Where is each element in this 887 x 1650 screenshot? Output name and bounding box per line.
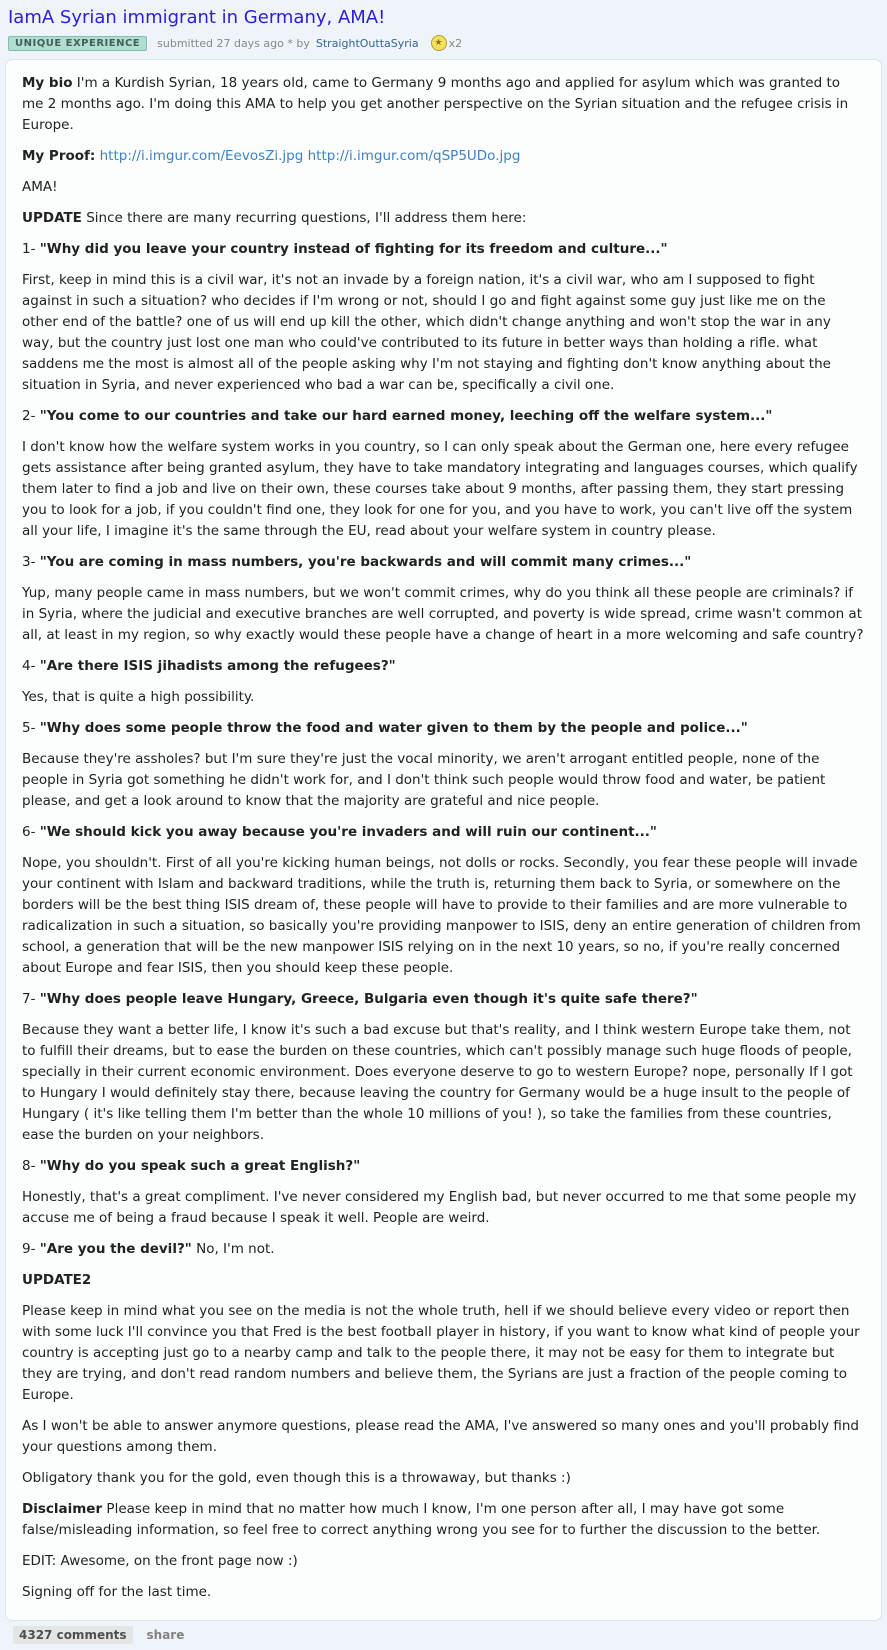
author-link[interactable]: StraightOuttaSyria [315,36,419,50]
update-paragraph [22,208,865,229]
question-1 [22,239,865,260]
gold-count: x2 [448,36,463,50]
question-9 [22,1239,865,1260]
gilded-badge [431,35,463,51]
question-7-number: 7- [22,991,36,1007]
question-4-text: "Are there ISIS jihadists among the refugees?" [39,658,396,674]
proof-paragraph [22,146,865,167]
question-3 [22,552,865,573]
update2-label-paragraph [22,1270,865,1291]
disclaimer-paragraph [22,1499,865,1541]
question-1-text: "Why did you leave your country instead of fighting for its freedom and culture..." [39,241,668,257]
question-8 [22,1156,865,1177]
question-8-number: 8- [22,1158,36,1174]
question-5 [22,718,865,739]
question-2-text: "You come to our countries and take our hard earned money, leeching off the welfare system..." [39,408,773,424]
question-5-number: 5- [22,720,36,736]
closing-paragraph-2: Obligatory thank you for the gold, even though this is a throwaway, but thanks :) [22,1470,571,1486]
disclaimer-label: Disclaimer [22,1501,103,1517]
question-3-text: "You are coming in mass numbers, you're backwards and will commit many crimes..." [39,554,692,570]
answer-6: Nope, you shouldn't. First of all you're kicking human beings, not dolls or rocks. Secondly, you fear these people will invade your continent with Islam and backward traditions, while the truth is, returning them back to Syria, or somewhere on the borders will be the best thing ISIS dream of, these people will have to provide to their families and are more vulnerable to radicalization in such a situation, so basically you're providing manpower to ISIS, deny an entire generation of children from school, a generation that will be the new manpower ISIS relying on in the next 10 years, so no, if you're really concerned about Europe and fear ISIS, then you should keep these people. [22,855,861,976]
update2-label: UPDATE2 [22,1272,92,1288]
answer-9: No, I'm not. [196,1241,275,1257]
proof-link-1[interactable]: http://i.imgur.com/EevosZi.jpg [99,148,304,164]
answer-5: Because they're assholes? but I'm sure they're just the vocal minority, we aren't arrogant entitled people, none of the people in Syria got something he didn't work for, and I don't think such people would throw food and water, be patient please, and get a look around to know that the majority are grateful and nice people. [22,751,826,809]
question-2-number: 2- [22,408,36,424]
question-9-number: 9- [22,1241,36,1257]
share-button[interactable]: share [146,1628,185,1642]
update2-paragraph: Please keep in mind what you see on the media is not the whole truth, hell if we should believe every video or report then with some luck I'll convince you that Fred is the best football player in history, if you want to know what kind of people your country is accepting just go to a nearby camp and talk to the people there, it may not be easy for them to integrate but they are trying, and don't read random numbers and believe them, the Syrians are just a fraction of the people coming to Europe. [22,1303,860,1403]
gold-medal-icon: ★ [431,35,447,51]
question-6 [22,822,865,843]
bio-paragraph [22,73,865,136]
answer-4: Yes, that is quite a high possibility. [22,689,255,705]
proof-link-2[interactable]: http://i.imgur.com/qSP5UDo.jpg [307,148,521,164]
question-8-text: "Why do you speak such a great English?" [39,1158,361,1174]
closing-paragraph-1: As I won't be able to answer anymore questions, please read the AMA, I've answered so many ones and you'll probably find your questions among them. [22,1418,859,1455]
question-2 [22,406,865,427]
question-5-text: "Why does some people throw the food and water given to them by the people and police..." [39,720,748,736]
question-1-number: 1- [22,241,36,257]
post-header [0,0,887,51]
question-7 [22,989,865,1010]
answer-3: Yup, many people came in mass numbers, but we won't commit crimes, why do you think all these people are criminals? if in Syria, where the judicial and executive branches are well corrupted, and poverty is wide spread, crime wasn't common at all, at least in my region, so why exactly would these people have a change of heart in a more welcoming and safe country? [22,585,864,643]
question-4-number: 4- [22,658,36,674]
question-9-text: "Are you the devil?" [39,1241,192,1257]
comments-button[interactable]: 4327 comments [13,1626,133,1644]
update-label: UPDATE [22,210,82,226]
answer-7: Because they want a better life, I know it's such a bad excuse but that's reality, and I think western Europe take them, not to fulfill their dreams, but to ease the burden on these countries, which can't possibly manage such huge floods of people, specially in their current economic environment. Does everyone deserve to go to western Europe? nope, personally If I got to Hungary I would definitely stay there, because leaving the country for Germany would be a huge insult to the people of Hungary ( it's like telling them I'm better than the whole 10 millions of you! ), so take the families from these countries, ease the burden on your neighbors. [22,1022,853,1143]
flair-badge: UNIQUE EXPERIENCE [8,36,147,51]
post-body [5,59,882,1621]
question-6-number: 6- [22,824,36,840]
question-4 [22,656,865,677]
proof-label: My Proof: [22,148,96,164]
update-text: Since there are many recurring questions, I'll address them here: [86,210,527,226]
submitted-text: submitted 27 days ago * by [157,36,310,50]
question-7-text: "Why does people leave Hungary, Greece, Bulgaria even though it's quite safe there?" [39,991,698,1007]
question-3-number: 3- [22,554,36,570]
bio-label: My bio [22,75,73,91]
answer-1: First, keep in mind this is a civil war, it's not an invade by a foreign nation, it's a civil war, who am I supposed to fight against in such a situation? who decides if I'm wrong or not, should I go and fight against some guy just like me on the other end of the battle? one of us will end up kill the other, which didn't change anything and won't stop the war in any way, but the country just lost one man who could've contributed to its future in better ways than holding a rifle. what saddens me the most is almost all of the people asking why I'm not staying and fighting don't know anything about the situation in Syria, and never experienced who bad a war can be, specifically a civil one. [22,272,831,393]
edit-paragraph: EDIT: Awesome, on the front page now :) [22,1553,298,1569]
post-buttons-bar [13,1626,887,1650]
answer-8: Honestly, that's a great compliment. I've never considered my English bad, but never occurred to me that some people my accuse me of being a fraud because I speak it well. People are weird. [22,1189,857,1226]
bio-text: I'm a Kurdish Syrian, 18 years old, came to Germany 9 months ago and applied for asylum which was granted to me 2 months ago. I'm doing this AMA to help you get another perspective on the Syrian situation and the refugee crisis in Europe. [22,75,849,133]
post-title-link[interactable]: IamA Syrian immigrant in Germany, AMA! [8,7,386,28]
question-6-text: "We should kick you away because you're invaders and will ruin our continent..." [39,824,657,840]
disclaimer-text: Please keep in mind that no matter how much I know, I'm one person after all, I may have got some false/misleading information, so feel free to correct anything wrong you see for to further the discussion to the better. [22,1501,821,1538]
signoff-paragraph: Signing off for the last time. [22,1584,212,1600]
ama-paragraph: AMA! [22,179,58,195]
post-tagline [8,35,877,51]
answer-2: I don't know how the welfare system works in you country, so I can only speak about the German one, here every refugee gets assistance after being granted asylum, they have to take mandatory integrating and languages courses, which qualify them later to find a job and live on their own, these courses take about 9 months, after passing them, they start pressing you to look for a job, if you couldn't find one, they look for one for you, and you have to work, you can't live off the system all your life, I imagine it's the same through the EU, read about your welfare system in country please. [22,439,858,539]
